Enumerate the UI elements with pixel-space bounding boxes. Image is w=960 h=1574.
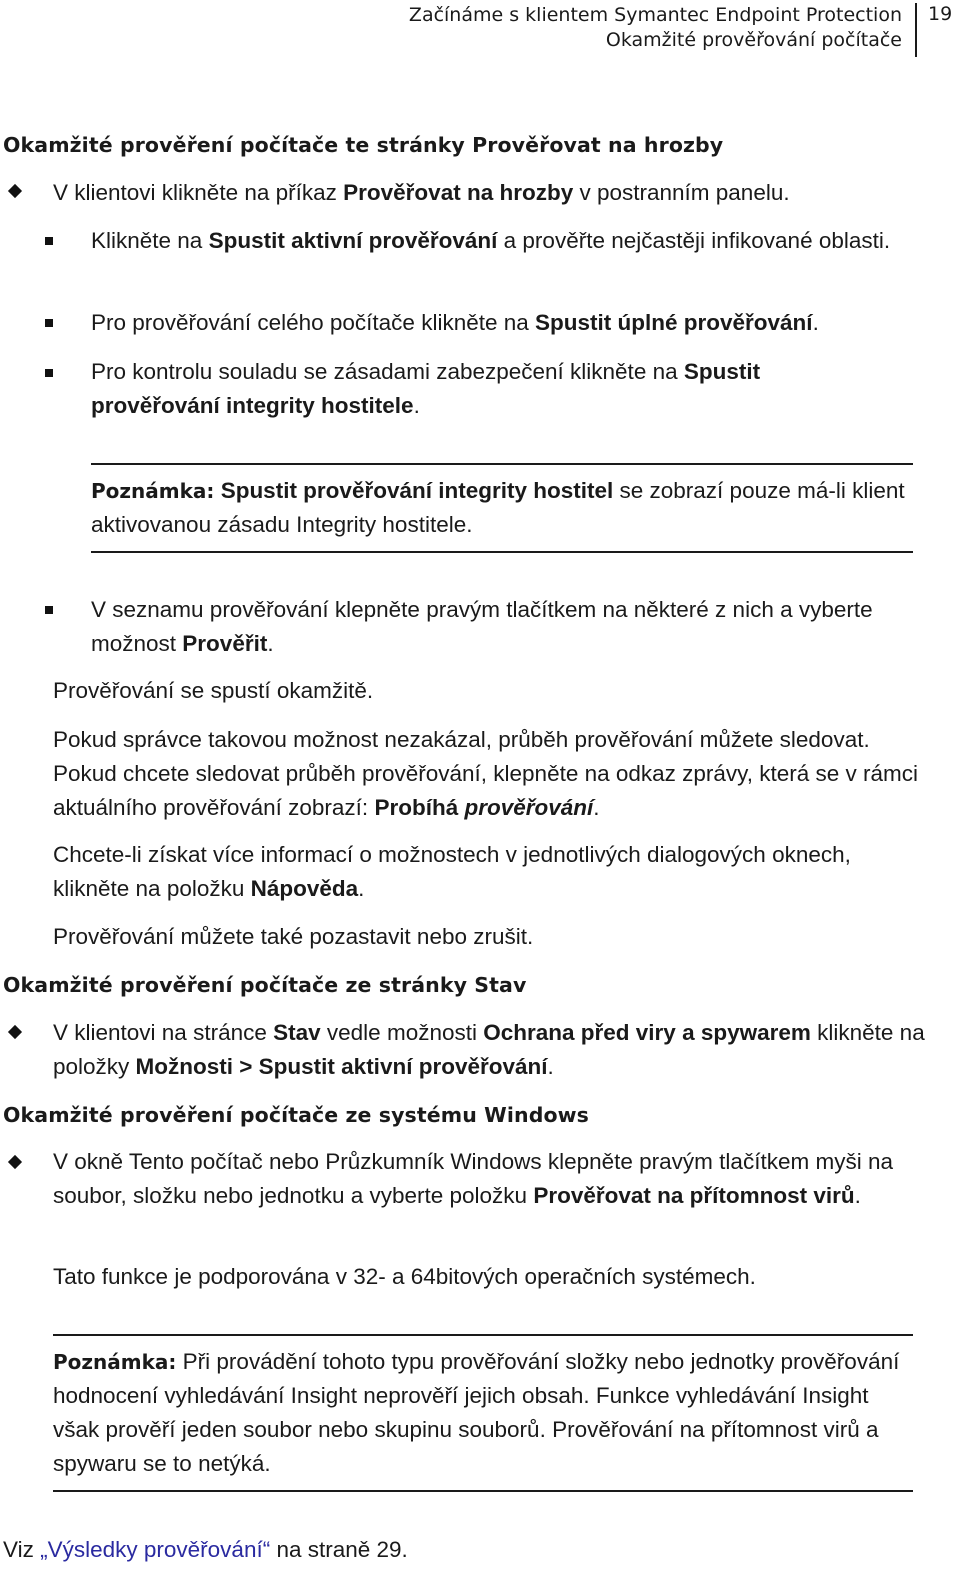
list-bullet-icon (45, 237, 53, 245)
list-item-active-scan: Klikněte na Spustit aktivní prověřování a prověřte nejčastěji infikované oblasti. (91, 228, 891, 253)
list-item-integrity-scan: Pro kontrolu souladu se zásadami zabezpečení klikněte na Spustit prověřování integrity hostitele. (91, 359, 761, 418)
step-scan-threats: V klientovi klikněte na příkaz Prověřovat na hrozby v postranním panelu. (53, 180, 790, 205)
header-divider (915, 3, 917, 57)
paragraph-progress: Pokud správce takovou možnost nezakázal, průběh prověřování můžete sledovat. Pokud chcete sledovat průběh prověřování, klepněte na odkaz zprávy, která se v rámci aktuálního prověřování zobrazí: Probíhá prověřování. (53, 727, 919, 820)
step-bullet-icon (8, 1025, 22, 1039)
note-bottom-rule (53, 1490, 913, 1492)
list-bullet-icon (45, 319, 53, 327)
running-header-title: Začínáme s klientem Symantec Endpoint Protection (408, 4, 902, 26)
paragraph-pause-cancel: Prověřování můžete také pozastavit nebo zrušit. (53, 924, 534, 949)
list-bullet-icon (45, 369, 53, 377)
list-item-right-click-scan: V seznamu prověřování klepněte pravým tlačítkem na některé z nich a vyberte možnost Prověřit. (91, 597, 873, 656)
scan-results-link[interactable]: „Výsledky prověřování“ (40, 1537, 271, 1562)
paragraph-os-support: Tato funkce je podporována v 32- a 64bitových operačních systémech. (53, 1264, 756, 1289)
note-bottom-rule (91, 551, 913, 553)
list-bullet-icon (45, 606, 53, 614)
note-top-rule (91, 463, 913, 465)
step-windows-explorer: V okně Tento počítač nebo Průzkumník Windows klepněte pravým tlačítkem myši na soubor, složku nebo jednotku a vyberte položku Prověřovat na přítomnost virů. (53, 1149, 893, 1208)
page-number: 19 (928, 3, 953, 25)
step-status-page: V klientovi na stránce Stav vedle možnosti Ochrana před viry a spywarem klikněte na položky Možnosti > Spustit aktivní prověřování. (53, 1020, 925, 1079)
section-heading-windows: Okamžité prověření počítače ze systému Windows (3, 1103, 589, 1127)
note-insight: Poznámka: Při provádění tohoto typu prověřování složky nebo jednotky prověřování hodnocení vyhledávání Insight neprověří jejich obsah. Funkce vyhledávání Insight však prověří jeden soubor nebo skupinu souborů. Prověřování na přítomnost virů a spywaru se to netýká. (53, 1349, 900, 1476)
list-item-full-scan: Pro prověřování celého počítače klikněte na Spustit úplné prověřování. (91, 310, 819, 335)
paragraph-help: Chcete-li získat více informací o možnostech v jednotlivých dialogových oknech, klikněte na položku Nápověda. (53, 842, 851, 901)
step-bullet-icon (8, 184, 22, 198)
section-heading-status-page: Okamžité prověření počítače ze stránky Stav (3, 973, 527, 997)
step-bullet-icon (8, 1155, 22, 1169)
note-top-rule (53, 1334, 913, 1336)
running-header-subtitle: Okamžité prověřování počítače (605, 29, 902, 51)
paragraph-scan-starts: Prověřování se spustí okamžitě. (53, 678, 374, 703)
section-heading-scan-threats: Okamžité prověření počítače te stránky Prověřovat na hrozby (3, 133, 724, 157)
note-integrity: Poznámka: Spustit prověřování integrity hostitel se zobrazí pouze má-li klient aktivovanou zásadu Integrity hostitele. (91, 478, 905, 537)
cross-reference: Viz „Výsledky prověřování“ na straně 29. (3, 1537, 408, 1562)
